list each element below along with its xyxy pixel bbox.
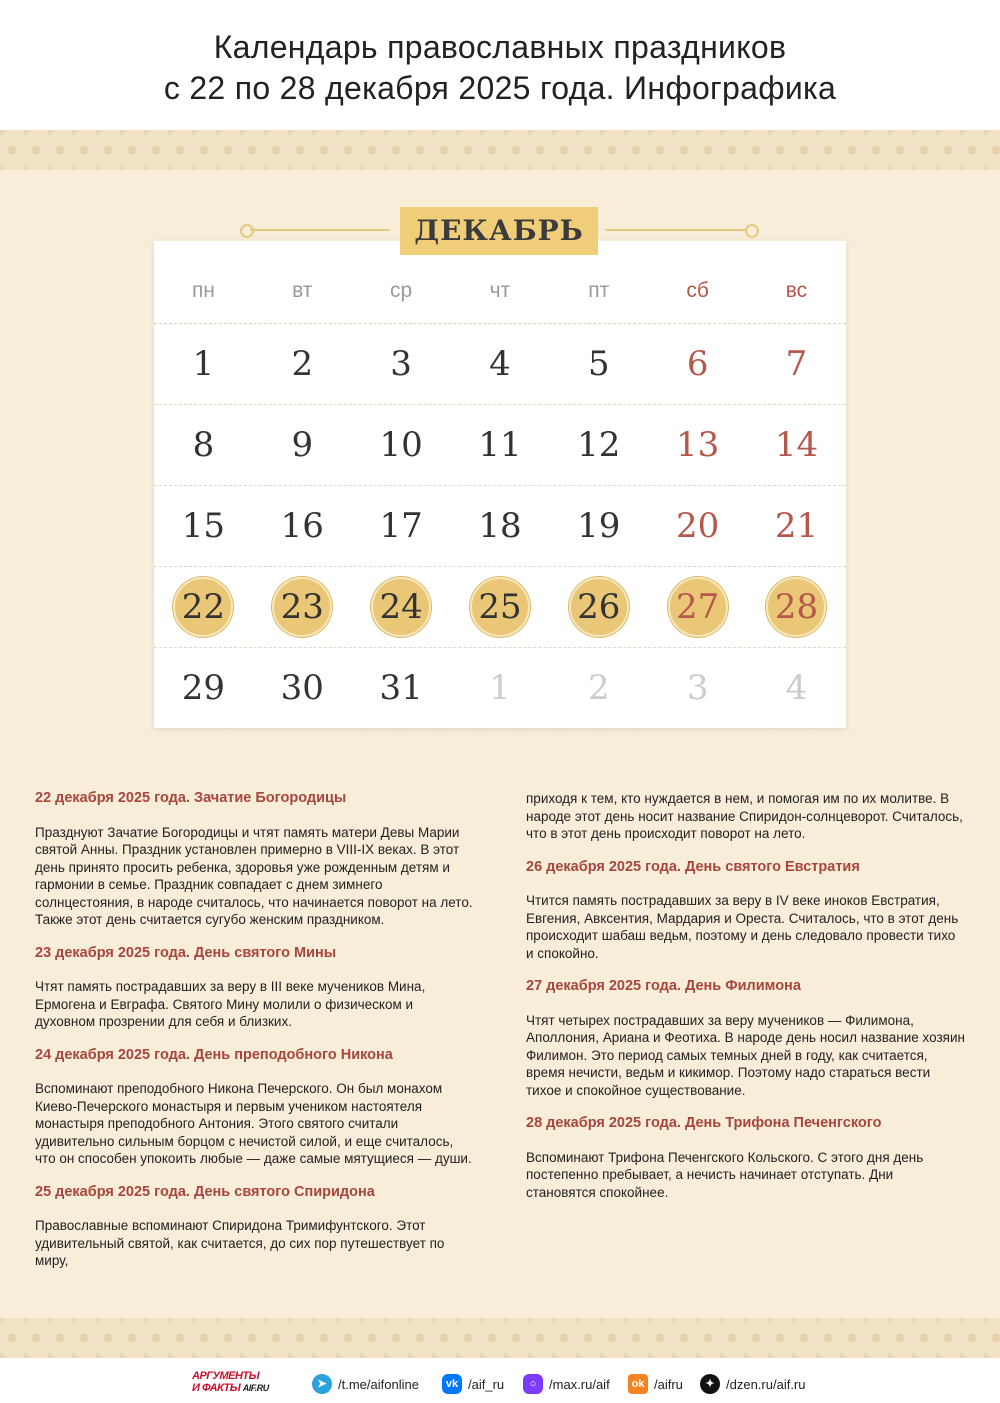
day-number: 7 [785,344,808,384]
social-link-ok[interactable] [628,1373,683,1395]
day-cell [648,648,747,728]
day-cell [154,324,253,404]
dzen-icon: ✦ [700,1374,720,1394]
max-icon: ○ [523,1374,543,1394]
day-cell [747,567,846,647]
day-number: 2 [587,668,610,708]
event-title: 22 декабря 2025 года. Зачатие Богородицы [35,790,347,806]
day-cell [747,648,846,728]
day-cell [253,567,352,647]
weekday-label: сб [686,279,709,302]
day-number: 20 [676,506,720,546]
telegram-icon: ➤ [312,1374,332,1394]
day-cell [352,486,451,566]
day-number: 3 [390,344,412,384]
month-label: ДЕКАБРЬ [400,207,598,255]
social-link-text: /aifru [654,1376,683,1392]
odnoklassniki-icon: ok [628,1374,648,1394]
day-number: 29 [181,668,226,708]
event-title: 25 декабря 2025 года. День святого Спиридона [35,1183,375,1200]
day-cell [549,405,648,485]
logo-domain: AIF.RU [242,1383,269,1393]
weekday-label: вс [785,279,808,302]
social-link-vk[interactable] [442,1373,504,1395]
event-text: приходя к тем, кто нуждается в нем, и помогая им по их молитве. В народе этот день носит название Спиридон-солнцеворот. Считалось, что в этот день происходит поворот на лето. [526,791,963,841]
ornament-bottom [0,1318,1000,1358]
day-number: 19 [577,506,621,546]
day-cell [451,405,550,485]
event-text: Празднуют Зачатие Богородицы и чтят память матери Девы Марии святой Анны. Праздник установлен примерно в VIII-IX веках. В этот день принято просить ребенка, здоровья уже рожденным детям и гармонии в семье. Праздник совпадает с днем зимнего солнцестояния, в народе считалось, что начинается поворот на лето. Также этот день считается сугубо женским праздником. [35,824,473,927]
flourish-dot-left [240,224,254,238]
event-title: 23 декабря 2025 года. День святого Мины [35,944,337,961]
header [0,0,1000,130]
day-cell [747,405,846,485]
day-number: 15 [181,506,226,546]
day-number: 3 [686,668,709,708]
event-text: Чтится память пострадавших за веру в IV веке иноков Евстратия, Евгения, Авксентия, Мардария и Ореста. Считалось, что в этот день происходит шабаш ведьм, поэтому и день следовало провести тихо и спокойно. [526,893,959,961]
day-cell [648,405,747,485]
events-column-left [35,790,475,1286]
social-link-text: /aif_ru [468,1376,505,1392]
day-cell [648,567,747,647]
day-number: 9 [291,425,314,465]
event-block [526,1115,966,1201]
events-column-right [526,790,966,1217]
event-text: Чтят память пострадавших за веру в III веке мучеников Мина, Ермогена и Евграфа. Святого Мину молили о физическом и духовном прозрении для себя и близких. [35,979,426,1029]
flourish-left [250,229,390,231]
event-continuation [526,790,966,843]
day-cell [253,648,352,728]
event-title: 28 декабря 2025 года. День Трифона Печенгского [526,1115,882,1131]
day-cell [154,486,253,566]
day-cell [648,486,747,566]
day-number: 5 [587,344,610,384]
day-number: 1 [489,668,511,708]
weekday-label: вт [292,279,313,302]
day-cell [352,648,451,728]
social-link-telegram[interactable] [312,1373,419,1395]
day-number: 24 [379,587,423,627]
event-text: Православные вспоминают Спиридона Тримифунтского. Этот удивительный святой, как считается, до сих пор путешествует по миру, [35,1218,445,1268]
day-cell [253,486,352,566]
day-cell [549,648,648,728]
day-number: 10 [379,425,423,465]
social-link-dzen[interactable] [700,1373,806,1395]
aif-logo[interactable] [192,1370,295,1396]
flourish-right [605,229,745,231]
day-cell [451,648,550,728]
day-cell [154,405,253,485]
weekday-label: пн [191,279,215,302]
day-cell [253,405,352,485]
day-cell [451,486,550,566]
day-number: 11 [478,425,522,465]
day-number: 12 [577,425,621,465]
week-row [154,324,846,405]
day-cell [747,486,846,566]
flourish-dot-right [745,224,759,238]
day-number: 6 [686,344,709,384]
day-cell [549,567,648,647]
day-number: 18 [478,506,522,546]
day-number: 28 [774,587,819,627]
day-number: 17 [379,506,423,546]
day-number: 31 [379,668,423,708]
day-number: 25 [478,587,522,627]
day-cell [253,324,352,404]
day-cell [648,324,747,404]
event-title: 27 декабря 2025 года. День Филимона [526,978,801,994]
day-number: 21 [774,506,819,546]
day-number: 27 [676,587,720,627]
day-cell [549,486,648,566]
weekday-label: чт [489,279,511,302]
day-number: 14 [774,425,819,465]
week-row [154,648,846,729]
vk-icon: vk [442,1374,462,1394]
event-block [526,978,966,1099]
event-block [35,790,475,929]
day-cell [352,405,451,485]
week-row [154,486,846,567]
logo-line1: АРГУМЕНТЫ [192,1370,260,1382]
day-cell [154,567,253,647]
page-title-line1: Календарь православных праздников [213,29,787,65]
day-number: 13 [676,425,720,465]
day-cell [352,324,451,404]
logo-line2 [192,1382,295,1394]
calendar [154,241,846,728]
day-number: 4 [785,668,808,708]
day-number: 22 [181,587,226,627]
week-row [154,405,846,486]
day-number: 4 [489,344,511,384]
event-block [35,1047,475,1168]
social-link-text: /dzen.ru/aif.ru [726,1376,806,1392]
logo-line2-text: И ФАКТЫ [192,1382,241,1394]
event-text: Вспоминают Трифона Печенгского Кольского. С этого дня день постепенно пребывает, а нечисть начинает отступать. Дни становятся спокойнее. [526,1149,924,1200]
day-number: 1 [192,344,215,384]
ornament-top [0,130,1000,170]
day-cell [451,324,550,404]
day-cell [549,324,648,404]
week-row [154,567,846,648]
event-text: Чтят четырех пострадавших за веру мучеников — Филимона, Аполлония, Ариана и Феотиха. В народе день носил название хозяин Филимон. Это период самых темных дней в году, как считается, время нечисти, ведьм и кикимор. Поэтому надо стараться вести тихое и спокойное существование. [526,1012,965,1098]
social-link-max[interactable] [523,1373,610,1395]
page-title-line2: с 22 по 28 декабря 2025 года. Инфографика [163,70,837,106]
day-number: 26 [577,587,621,627]
day-number: 8 [192,425,215,465]
day-number: 30 [280,668,324,708]
social-link-text: /t.me/aifonline [338,1376,419,1392]
event-block [35,945,475,1031]
event-block [35,1184,475,1270]
day-cell [451,567,550,647]
day-cell [747,324,846,404]
day-cell [154,648,253,728]
event-text: Вспоминают преподобного Никона Печерского. Он был монахом Киево-Печерского монастыря и первым учеником настоятеля монастыря преподобного Антония. Этого святого считали удивительно сильным борцом с нечистой силой, и еще считалось, что он способен упокоить любые — даже самые мятущиеся — души. [35,1081,472,1166]
day-number: 2 [291,344,314,384]
day-number: 23 [280,587,324,627]
event-title: 26 декабря 2025 года. День святого Евстратия [526,858,860,875]
day-number: 16 [280,506,324,546]
social-link-text: /max.ru/aif [549,1376,610,1392]
event-title: 24 декабря 2025 года. День преподобного Никона [35,1046,393,1063]
event-block [526,859,966,963]
weekday-label: ср [390,279,413,302]
weekday-label: пт [588,279,610,302]
day-cell [352,567,451,647]
